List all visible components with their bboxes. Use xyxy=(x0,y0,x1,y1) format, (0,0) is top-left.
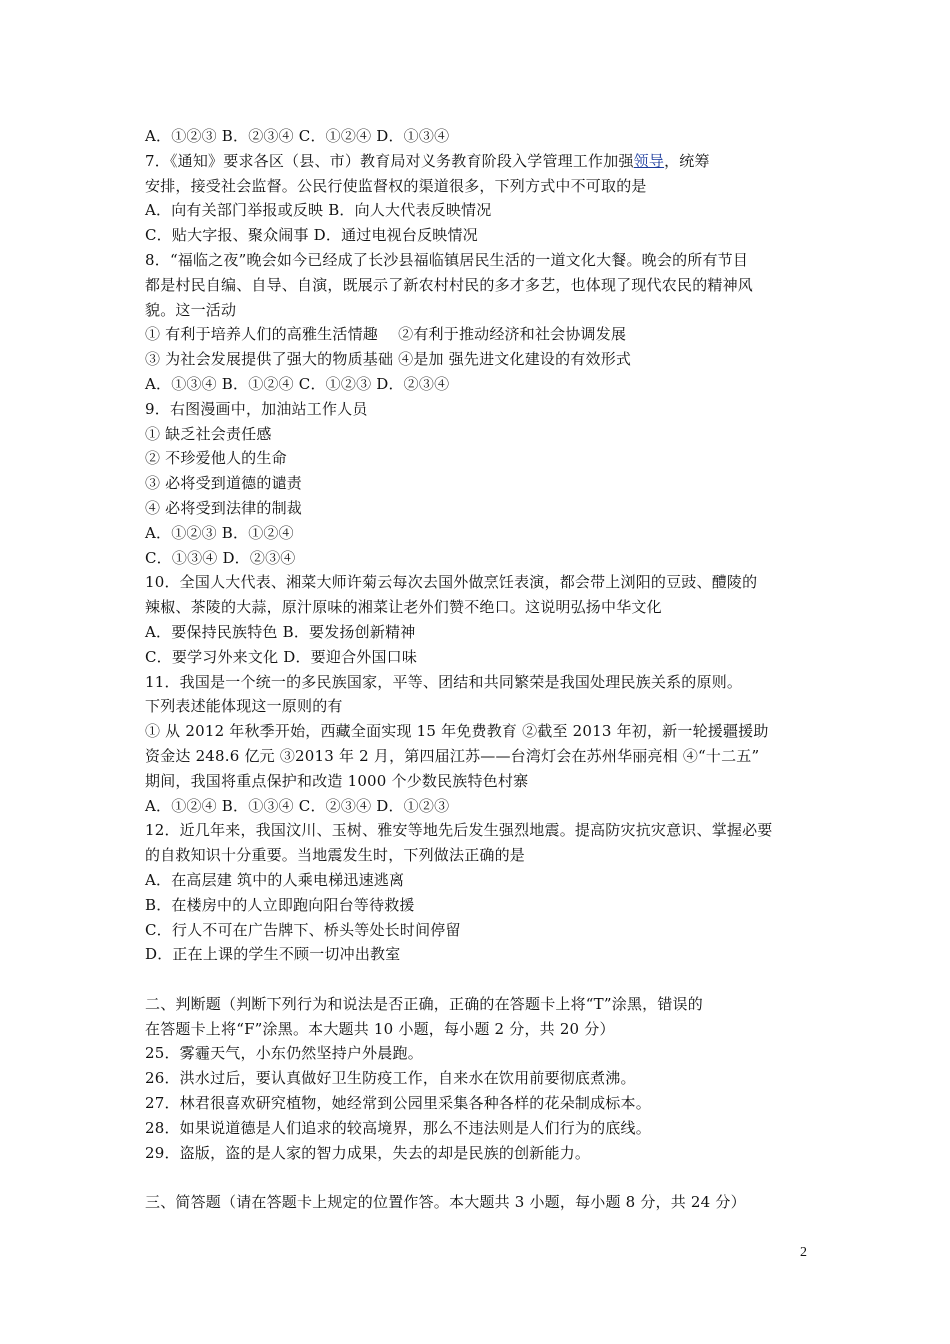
q7-stem-tail: ，统筹 xyxy=(664,151,710,170)
q7-stem-line-1 xyxy=(145,149,825,174)
q10-options-ab: A．要保持民族特色 B．要发扬创新精神 xyxy=(145,622,416,641)
q7-stem-line-2: 安排，接受社会监督。公民行使监督权的渠道很多，下列方式中不可取的是 xyxy=(145,176,647,195)
q9-stem: 9．右图漫画中，加油站工作人员 xyxy=(145,399,368,418)
q9-statement-3: ③ 必将受到道德的谴责 xyxy=(145,474,302,493)
q8-statement-3-4: ③ 为社会发展提供了强大的物质基础 ④是加 强先进文化建设的有效形式 xyxy=(145,350,632,369)
q8-statement-1-2: ① 有利于培养人们的高雅生活情趣 ②有利于推动经济和社会协调发展 xyxy=(145,325,627,344)
q8-stem-line-3: 貌。这一活动 xyxy=(145,300,237,319)
page-number: 2 xyxy=(800,1245,807,1260)
q12-option-b: B．在楼房中的人立即跑向阳台等待救援 xyxy=(145,895,415,914)
q6-options: A．①②③ B．②③④ C．①②④ D．①③④ xyxy=(145,127,450,145)
q8-options: A．①③④ B．①②④ C．①②③ D．②③④ xyxy=(145,374,450,393)
q12-option-a: A．在高层建 筑中的人乘电梯迅速逃离 xyxy=(145,870,405,889)
q9-statement-4: ④ 必将受到法律的制裁 xyxy=(145,498,302,517)
q7-stem-text: 7．《通知》要求各区（县、市）教育局对义务教育阶段入学管理工作加强 xyxy=(145,151,634,170)
q8-stem-line-2: 都是村民自编、自导、自演，既展示了新农村村民的多才多艺，也体现了现代农民的精神风 xyxy=(145,275,754,294)
section-3-heading: 三、简答题（请在答题卡上规定的位置作答。本大题共 3 小题，每小题 8 分，共 24 分） xyxy=(145,1193,746,1212)
q27: 27．林君很喜欢研究植物，她经常到公园里采集各种各样的花朵制成标本。 xyxy=(145,1094,651,1113)
section-2-heading-line-1: 二、判断题（判断下列行为和说法是否正确，正确的在答题卡上将“T”涂黑，错误的 xyxy=(145,994,703,1013)
q11-stem-line-1: 11．我国是一个统一的多民族国家，平等、团结和共同繁荣是我国处理民族关系的原则。 xyxy=(145,672,743,691)
q12-stem-line-2: 的自救知识十分重要。当地震发生时，下列做法正确的是 xyxy=(145,846,526,865)
q28: 28．如果说道德是人们追求的较高境界，那么不违法则是人们行为的底线。 xyxy=(145,1118,651,1137)
q11-statements-line-2: 资金达 248.6 亿元 ③2013 年 2 月，第四届江苏——台湾灯会在苏州华丽亮相 ④“十二五” xyxy=(145,746,760,765)
q11-stem-line-2: 下列表述能体现这一原则的有 xyxy=(145,697,343,716)
q12-option-c: C．行人不可在广告牌下、桥头等处长时间停留 xyxy=(145,920,461,939)
q26: 26．洪水过后，要认真做好卫生防疫工作，自来水在饮用前要彻底煮沸。 xyxy=(145,1069,636,1088)
q10-stem-line-1: 10．全国人大代表、湘菜大师许菊云每次去国外做烹饪表演，都会带上浏阳的豆豉、醴陵的 xyxy=(145,573,758,592)
q8-stem-line-1: 8．“福临之夜”晚会如今已经成了长沙县福临镇居民生活的一道文化大餐。晚会的所有节目 xyxy=(145,250,749,269)
q29: 29．盗版，盗的是人家的智力成果，失去的却是民族的创新能力。 xyxy=(145,1143,591,1162)
q12-stem-line-1: 12．近几年来，我国汶川、玉树、雅安等地先后发生强烈地震。提高防灾抗灾意识、掌握必要 xyxy=(145,821,773,840)
section-2-heading-line-2: 在答题卡上将“F”涂黑。本大题共 10 小题，每小题 2 分，共 20 分） xyxy=(145,1019,615,1038)
q12-option-d: D．正在上课的学生不顾一切冲出教室 xyxy=(145,945,401,964)
lingdao-link[interactable]: 领导 xyxy=(633,151,665,170)
section-spacer xyxy=(145,967,825,992)
q9-statement-1: ① 缺乏社会责任感 xyxy=(145,424,272,443)
q10-stem-line-2: 辣椒、茶陵的大蒜，原汁原味的湘菜让老外们赞不绝口。这说明弘扬中华文化 xyxy=(145,598,662,617)
q11-statements-line-1: ① 从 2012 年秋季开始，西藏全面实现 15 年免费教育 ②截至 2013 年初，新一轮援疆援助 xyxy=(145,722,769,741)
page-content xyxy=(145,124,825,1215)
q11-statements-line-3: 期间，我国将重点保护和改造 1000 个少数民族特色村寨 xyxy=(145,771,529,790)
q11-options: A．①②④ B．①③④ C．②③④ D．①②③ xyxy=(145,796,450,815)
section-spacer xyxy=(145,1165,825,1190)
q9-options-cd: C．①③④ D．②③④ xyxy=(145,548,296,567)
q10-options-cd: C．要学习外来文化 D．要迎合外国口味 xyxy=(145,647,418,666)
q9-options-ab: A．①②③ B．①②④ xyxy=(145,523,294,542)
q7-options-ab: A．向有关部门举报或反映 B．向人大代表反映情况 xyxy=(145,201,492,220)
q7-options-cd: C．贴大字报、聚众闹事 D．通过电视台反映情况 xyxy=(145,226,478,245)
q25: 25．雾霾天气，小东仍然坚持户外晨跑。 xyxy=(145,1044,423,1063)
q9-statement-2: ② 不珍爱他人的生命 xyxy=(145,449,287,468)
